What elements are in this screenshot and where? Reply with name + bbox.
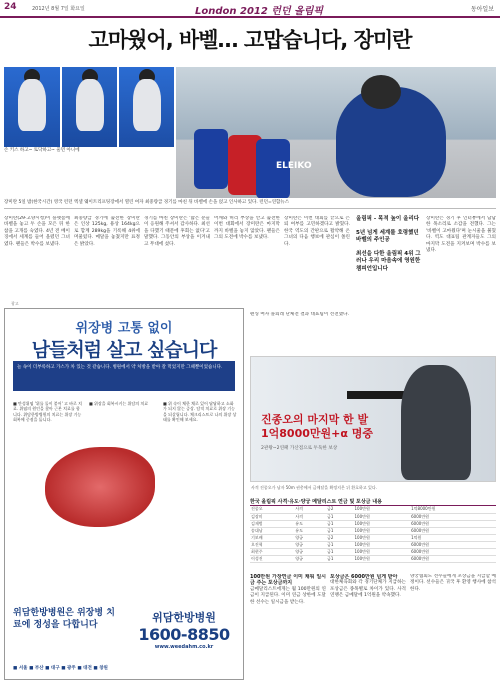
ad-column-a: ■ 만성위염 '위를 돌이 붙어' 고 바로 치료. 위염의 원인을 찾아 근본 치료를 합니다. 위담한방병원의 치료는 위장 기능 회복에 중점을 둡니다.	[13, 401, 82, 423]
table-cell: 1억8000만원	[410, 506, 496, 513]
table-row	[250, 527, 496, 534]
table-cell: 6000만원	[410, 541, 496, 548]
photo-lifter-cry	[119, 67, 174, 147]
shooting-title-2: 1억8000만원+α 명중	[261, 427, 374, 440]
article-column-7: 펜싱 여자 플뢰레 단체전 결과 대표팀이 선전했다.	[250, 312, 349, 317]
barbell-plate-blue	[194, 129, 228, 189]
table-cell: 김재범	[250, 520, 294, 527]
table-cell: 금1	[326, 520, 353, 527]
article-column-5: 장미란은 이번 대회를 끝으로 은퇴 여부를 고민하겠다고 밝혔다. 한국 역도의 간판으로 활약해 온 그녀의 다음 행보에 관심이 쏠린다.	[284, 216, 350, 247]
section-title: London 2012 런던 올림픽	[195, 6, 324, 17]
stomach-illustration	[45, 447, 155, 527]
table-cell: 기보배	[250, 534, 294, 541]
table-cell: 100만원	[354, 541, 411, 548]
table-cell: 100만원	[354, 555, 411, 562]
shooting-caption: 사격 진종오가 남자 50m 권총에서 금메달을 확정지은 뒤 환호하고 있다.	[251, 485, 378, 490]
clinic-url[interactable]: www.weedahm.co.kr	[154, 644, 214, 650]
photo-caption-main: 장미란 5일 밤(한국시간) 영국 런던 엑셀 웨이트리프팅장에서 열린 여자 최중량급 경기를 마친 뒤 바벨에 손을 얹고 인사하고 있다. 런던=연합뉴스	[4, 200, 496, 209]
publisher-name: 동아일보	[470, 6, 494, 13]
shooter-figure	[401, 365, 471, 480]
table-cell: 100만원	[354, 534, 411, 541]
table-cell: 금2	[326, 534, 353, 541]
table-cell: 100만원	[354, 548, 411, 555]
page-header	[0, 0, 500, 18]
side-headlines	[356, 216, 422, 279]
table-cell: 100만원	[354, 506, 411, 513]
lifter-body-figure	[133, 79, 161, 131]
table-cell: 사격	[294, 506, 326, 513]
clinic-contact	[131, 609, 237, 650]
table-row	[250, 520, 496, 527]
table-cell: 6000만원	[410, 548, 496, 555]
article-column-1: 장미란(29·고양시청)이 플랫폼에 바벨을 놓고 두 손을 모은 뒤 한참을 고개를 숙였다. 4년 전 베이징에서 세계를 들어 올렸던 그녀였다. 팬들은 박수를 보냈다.	[4, 216, 70, 247]
table-cell: 100만원	[354, 520, 411, 527]
advertisement-clinic	[4, 301, 244, 680]
photo-caption-small: 손 키스 하고~ 토닥하고~ 울먼 아니에	[4, 148, 80, 153]
ad-band-text: 늘 속이 더부룩하고 가스가 차 있는 것 같습니다. 병원에서 약 처방을 받아 잘 먹었지만 그때뿐이었습니다.	[17, 365, 223, 370]
table-row	[250, 548, 496, 555]
photo-lifter-pat	[62, 67, 117, 147]
medal-table	[250, 506, 496, 563]
medal-table-title: 한국 올림픽 사격·유도·양궁 메달리스트 연금 및 포상금 내용	[250, 498, 496, 506]
side-headline-3: 최선을 다한 올림픽 4위 그러나 우리 마음속에 영원한 챔피언입니다	[356, 250, 421, 272]
sub-headline-8: 100만원 가장연금 이미 채워 일시금 주는 포상금까지	[250, 574, 326, 587]
ad-blue-band	[13, 361, 235, 391]
table-cell: 100만원	[354, 513, 411, 520]
table-row	[250, 534, 496, 541]
clinic-name: 위담한방병원	[152, 611, 216, 624]
table-cell: 오진혁	[250, 541, 294, 548]
eleiko-logo: ELEIKO	[276, 161, 312, 171]
lifter-body-figure	[18, 79, 46, 131]
table-row	[250, 513, 496, 520]
lifter-head-figure	[361, 75, 401, 109]
clinic-branches: ■ 서울 ■ 부산 ■ 대구 ■ 광주 ■ 대전 ■ 창원	[13, 666, 108, 671]
article-column-9	[330, 574, 406, 684]
table-cell: 양궁	[294, 541, 326, 548]
table-cell: 금1	[326, 527, 353, 534]
table-cell: 금1	[326, 513, 353, 520]
shooting-subtitle: 2관왕~2연패 가산점으로 두둑한 보상	[261, 446, 338, 451]
table-cell: 금2	[326, 506, 353, 513]
ad-column-c: ■ 위 속이 체한 채로 있어 답답하고 소화가 되지 않는 증상. 담적 치료로 위장 기능을 되살립니다. 체크리스트로 나의 위장 상태를 확인해 보세요.	[163, 401, 237, 423]
table-cell: 최현주	[250, 548, 294, 555]
ad-tagline: 위담한방병원은 위장병 치료에 정성을 다합니다	[13, 608, 115, 630]
article-text-9: 대한체육회와 각 경기단체가 지급하는 포상금은 종목별로 차이가 있다. 사격연맹은 금메달에 1억원을 약속했다.	[330, 580, 406, 599]
table-cell: 이성진	[250, 555, 294, 562]
table-cell: 양궁	[294, 534, 326, 541]
lifter-body-figure	[76, 79, 104, 131]
article-column-3: 경기를 마친 장미란은 '많은 분들이 응원해 주셔서 감사하다. 최선을 다했기 때문에 후회는 없다'고 말했다. 그동안의 부상을 이겨내고 무대에 섰다.	[144, 216, 210, 247]
table-row	[250, 555, 496, 562]
table-cell: 6000만원	[410, 527, 496, 534]
table-cell: 진종오	[250, 506, 294, 513]
table-cell: 김장미	[250, 513, 294, 520]
table-cell: 100만원	[354, 527, 411, 534]
photo-lifter-barbell	[176, 67, 496, 198]
table-cell: 송대남	[250, 527, 294, 534]
shooting-title-1: 진종오의 마지막 한 발	[261, 413, 369, 426]
article-column-8	[250, 574, 326, 684]
table-row	[250, 506, 496, 513]
issue-date: 2012년 8월 7일 화요일	[32, 6, 85, 12]
clinic-phone[interactable]: 1600-8850	[138, 625, 230, 644]
table-cell: 6000만원	[410, 520, 496, 527]
table-cell: 6000만원	[410, 555, 496, 562]
article-column-4: 어깨와 허리 부상을 안고 출전한 이번 대회에서 장미란은 마지막까지 바벨을 놓지 않았다. 팬들은 그의 도전에 박수를 보냈다.	[214, 216, 280, 241]
sub-headline-9: 포상금은 6000만원 넘게 받아	[330, 574, 398, 580]
article-text-8: 금메달리스트에게는 월 100만원의 연금이 지급된다. 이미 연금 상한에 도달한 선수는 일시금을 받는다.	[250, 586, 326, 605]
table-cell: 유도	[294, 520, 326, 527]
photo-lifter-kiss	[4, 67, 60, 147]
table-cell: 사격	[294, 513, 326, 520]
table-cell: 금1	[326, 541, 353, 548]
table-cell: 유도	[294, 527, 326, 534]
side-headline-2: 5년 넘게 세계를 호령했던 바벨의 주인공	[356, 229, 419, 243]
table-cell: 1억원	[410, 534, 496, 541]
side-headline-1: 올림픽 - 목적 높이 올리다	[356, 216, 420, 222]
table-cell: 양궁	[294, 548, 326, 555]
table-cell: 양궁	[294, 555, 326, 562]
page-number: 24	[4, 2, 17, 12]
table-cell: 금1	[326, 555, 353, 562]
shooting-feature	[250, 356, 496, 490]
main-headline: 고마웠어, 바벨… 고맙습니다, 장미란	[88, 28, 412, 52]
ad-column-b: ■ 위장을 회복시키는 위담의 치료	[89, 401, 149, 406]
article-column-10: 양궁협회도 선수들에게 포상금을 지급할 예정이다. 선수들은 귀국 후 환영 행사에 참석한다.	[410, 574, 496, 592]
article-column-6: 장미란은 경기 후 인터뷰에서 담담한 목소리로 소감을 전했다. 그는 '바벨이 고마웠다'며 눈시울을 붉혔다. 역도 대표팀 관계자들도 그의 마지막 도전을 지켜보며 박수를 보냈다.	[426, 216, 496, 254]
ad-headline-small: 위장병 고통 없이	[75, 321, 173, 336]
ad-headline-big: 남들처럼 살고 싶습니다	[31, 339, 217, 361]
table-cell: 6000만원	[410, 513, 496, 520]
article-column-2: 최중량급 경기에 출전한 장미란은 인상 125kg, 용상 164kg으로 합계 289kg을 기록해 4위에 머물렀다. 메달을 놓쳤지만 표정은 밝았다.	[74, 216, 140, 247]
ad-tag: 광고	[11, 301, 19, 306]
table-cell: 금1	[326, 548, 353, 555]
table-row	[250, 541, 496, 548]
